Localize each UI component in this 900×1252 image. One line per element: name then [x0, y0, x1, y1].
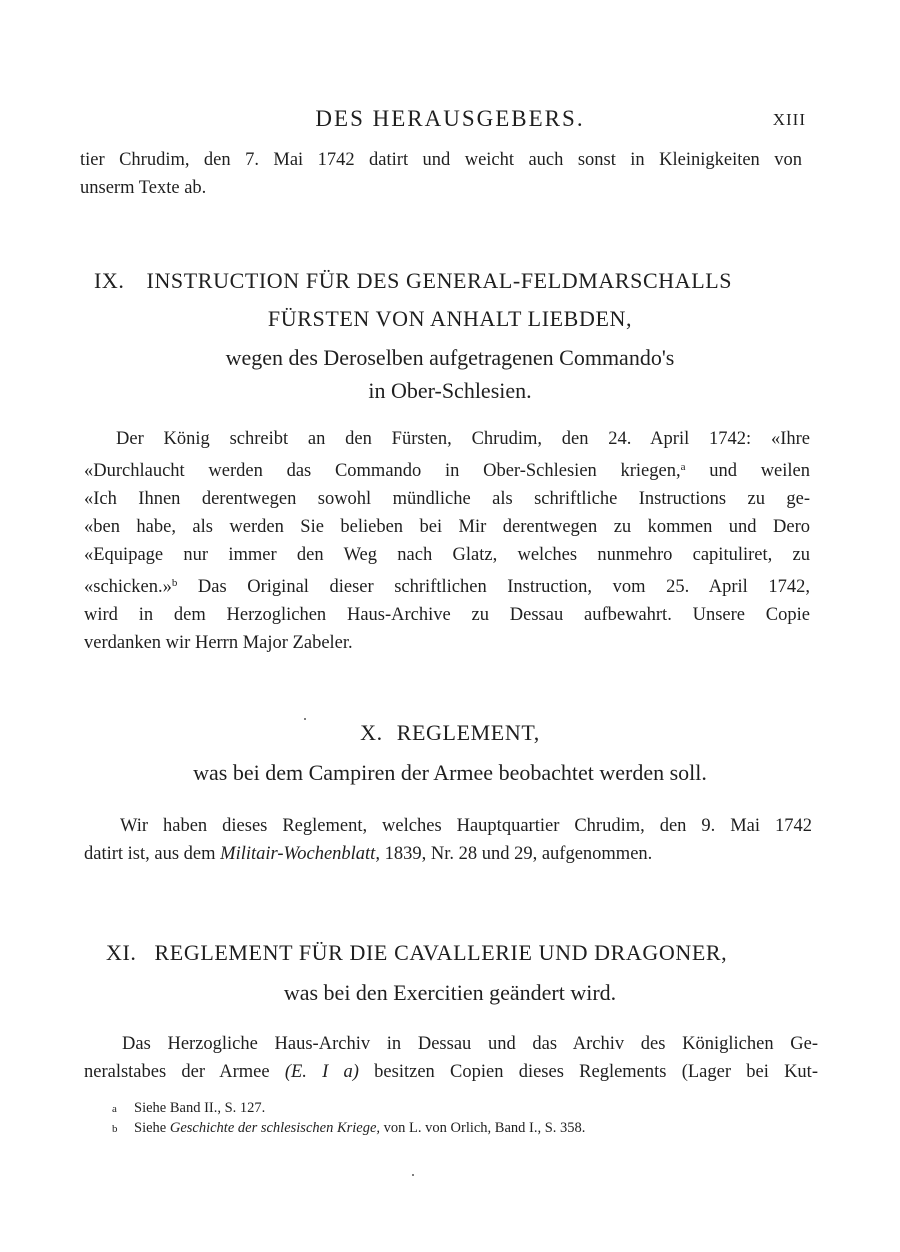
footnote-b-mark: b: [112, 1123, 118, 1135]
section-11-title: REGLEMENT FÜR DIE CAVALLERIE UND DRAGONER,: [154, 940, 728, 965]
section-9-number: IX.: [94, 268, 125, 293]
section-11-body: [84, 1030, 818, 1086]
militair-wochenblatt-title: Militair-Wochenblatt,: [220, 844, 380, 864]
footnote-a-text: Siehe Band II., S. 127.: [134, 1100, 266, 1116]
intro-line-2: unserm Texte ab.: [80, 178, 207, 198]
section-11-line-1: [84, 1030, 818, 1058]
section-9-line-2: [84, 453, 810, 485]
section-10-line-1: [84, 812, 812, 840]
section-9-body: [84, 425, 810, 657]
page-number: XIII: [772, 110, 806, 129]
footnote-b: [112, 1120, 585, 1137]
section-9-line-7: wird in dem Herzoglichen Haus-Archive zu Dessau aufbewahrt. Unsere Copie: [84, 605, 810, 625]
section-10-number: X.: [360, 720, 383, 745]
section-9-line-1: [84, 425, 810, 453]
section-9-line-5: «Equipage nur immer den Weg nach Glatz, welches nunmehro capituliret, zu: [84, 545, 810, 565]
section-11-heading: [106, 940, 806, 966]
section-10-body: [84, 812, 812, 868]
section-11-line-2-before: neralstabes der Armee: [84, 1062, 285, 1082]
section-10-heading: [0, 720, 900, 746]
intro-line-1: tier Chrudim, den 7. Mai 1742 datirt und weicht auch sonst in Kleinigkeiten von: [80, 150, 802, 170]
section-9-line-6-tail: Das Original dieser schriftlichen Instruction, vom 25. April 1742,: [177, 577, 810, 597]
section-9-subtitle-line-2: in Ober-Schlesien.: [368, 378, 532, 403]
footnote-b-before: Siehe: [134, 1120, 170, 1136]
section-9-line-2-text: «Durchlaucht werden das Commando in Ober-Schlesien kriegen,: [84, 461, 681, 481]
section-9-line-8: verdanken wir Herrn Major Zabeler.: [84, 633, 353, 653]
section-10-line-1-text: Wir haben dieses Reglement, welches Hauptquartier Chrudim, den 9. Mai 1742: [120, 816, 812, 836]
running-title: DES HERAUSGEBERS.: [315, 106, 585, 131]
section-11-subtitle: was bei den Exercitien geändert wird.: [283, 980, 617, 1005]
footnote-a: [112, 1100, 265, 1117]
section-10-line-2: [84, 840, 812, 868]
speck-2: [412, 1174, 414, 1176]
section-11-line-1-text: Das Herzogliche Haus-Archiv in Dessau und das Archiv des Königlichen Ge-: [122, 1034, 818, 1054]
section-10-title: REGLEMENT,: [396, 720, 540, 745]
section-9-title-line-2: FÜRSTEN VON ANHALT LIEBDEN,: [267, 306, 633, 331]
section-9-line-4: «ben habe, als werden Sie belieben bei Mir derentwegen zu kommen und Dero: [84, 517, 810, 537]
section-11-line-2-after: besitzen Copien dieses Reglements (Lager bei Kut-: [358, 1062, 818, 1082]
section-9-line-6-text: «schicken.»: [84, 577, 172, 597]
section-10-subtitle: was bei dem Campiren der Armee beobachtet werden soll.: [193, 760, 707, 785]
footnote-ref-a[interactable]: a: [680, 461, 686, 473]
section-9-line-6: [84, 569, 810, 601]
section-9-line-3: «Ich Ihnen derentwegen sowohl mündliche als schriftliche Instructions zu ge-: [84, 489, 810, 509]
section-10-line-2-before: datirt ist, aus dem: [84, 844, 221, 864]
section-9-heading: [94, 268, 814, 294]
section-9-subtitle-line-1: wegen des Deroselben aufgetragenen Commando's: [225, 345, 675, 370]
section-11-line-2: [84, 1058, 818, 1086]
archive-signature: (E. I a): [284, 1062, 359, 1082]
footnote-b-after: von L. von Orlich, Band I., S. 358.: [380, 1120, 586, 1136]
section-11-number: XI.: [106, 940, 137, 965]
footnote-a-mark: a: [112, 1103, 117, 1115]
section-9-line-1-text: Der König schreibt an den Fürsten, Chrudim, den 24. April 1742: «Ihre: [116, 429, 810, 449]
footnote-ref-b[interactable]: b: [171, 577, 178, 589]
section-9-line-2-tail: und weilen: [685, 461, 811, 481]
section-9-title-line-1: INSTRUCTION FÜR DES GENERAL-FELDMARSCHALLS: [146, 268, 733, 293]
section-10-line-2-after: 1839, Nr. 28 und 29, aufgenommen.: [379, 844, 653, 864]
footnote-b-book-title: Geschichte der schlesischen Kriege,: [169, 1120, 381, 1136]
intro-paragraph: [80, 146, 802, 202]
